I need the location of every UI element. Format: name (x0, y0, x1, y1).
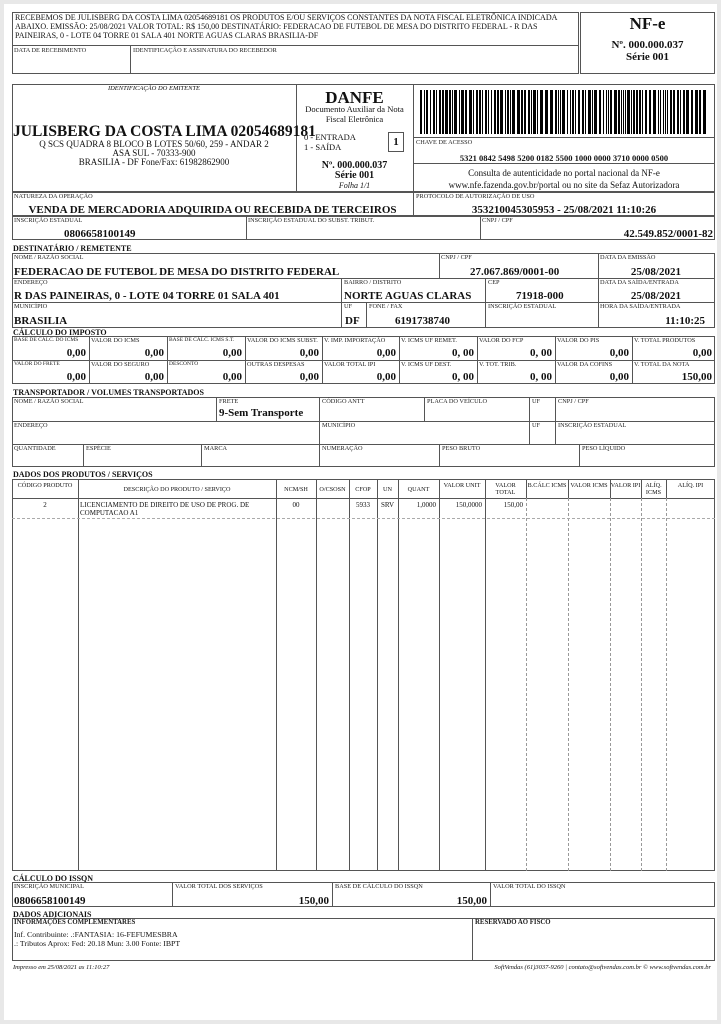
column-header: ALÍQ. ICMS (645, 482, 662, 496)
tax-value: 0,00 (609, 371, 629, 383)
barcode-bar (699, 90, 701, 134)
barcode-bar (703, 90, 706, 134)
product-cell: 2 (43, 501, 47, 509)
barcode-bar (424, 90, 425, 134)
barcode-bar (473, 90, 474, 134)
barcode-bar (531, 90, 532, 134)
tax-value: 0,00 (692, 347, 712, 359)
barcode-bar (585, 90, 586, 134)
barcode-bar (465, 90, 467, 134)
barcode-bar (680, 90, 681, 134)
barcode-bar (521, 90, 523, 134)
tax-value: 0,00 (299, 347, 319, 359)
barcode-bar (686, 90, 689, 134)
tax-value: 0,00 (222, 371, 242, 383)
tax-value: 0, 00 (530, 347, 552, 359)
barcode-bar (469, 90, 472, 134)
tax-label: V. TOTAL PRODUTOS (634, 337, 696, 344)
barcode-bar (695, 90, 698, 134)
nfe-title: NF-e (629, 14, 666, 33)
tax-label: VALOR TOTAL IPI (324, 361, 376, 368)
receipt-text: RECEBEMOS DE JULISBERG DA COSTA LIMA 02054689181 OS PRODUTOS E/OU SERVIÇOS CONSTANTES DA NOTA FISCAL ELETRÔNICA INDICADA ABAIXO. EMISSÃO: 25/08/2021 VALOR TOTAL: R$ 150,00 DESTINATÁRIO: FEDERACAO DE FUTEBOL DE MESA DO DISTRITO FEDERAL - R DAS PAINEIRAS, 0 - LOTE 04 TORRE 01 SALA 401 NORTE AGUAS CLARAS BRASILIA-DF (15, 13, 557, 40)
receipt-date-label: DATA DE RECEBIMENTO (14, 47, 87, 54)
barcode-bar (639, 90, 641, 134)
barcode-bar (430, 90, 431, 134)
barcode-bar (537, 90, 538, 134)
column-header: CFOP (355, 486, 371, 493)
barcode-bar (545, 90, 548, 134)
barcode-bar (507, 90, 509, 134)
tax-label: VALOR DA COFINS (557, 361, 613, 368)
barcode-bar (614, 90, 617, 134)
tax-value: 0, 00 (452, 347, 474, 359)
barcode-bar (683, 90, 685, 134)
tax-value: 0,00 (144, 371, 164, 383)
product-cell: 1,0000 (416, 501, 436, 509)
product-cell: 00 (292, 501, 300, 509)
barcode (418, 90, 710, 134)
barcode-bar (510, 90, 511, 134)
barcode-bar (631, 90, 632, 134)
tax-label: VALOR DO FRETE (14, 361, 60, 367)
barcode-bar (517, 90, 520, 134)
barcode-bar (426, 90, 428, 134)
barcode-bar (558, 90, 559, 134)
barcode-bar (642, 90, 643, 134)
barcode-bar (636, 90, 638, 134)
barcode-bar (445, 90, 448, 134)
barcode-bar (663, 90, 664, 134)
barcode-bar (673, 90, 675, 134)
barcode-bar (550, 90, 553, 134)
barcode-bar (524, 90, 526, 134)
product-cell: SRV (380, 501, 395, 509)
barcode-bar (497, 90, 499, 134)
tax-value: 0,00 (66, 347, 86, 359)
tax-value: 0,00 (376, 347, 396, 359)
print-timestamp: Impresso em 25/08/2021 as 11:10:27 (13, 964, 110, 971)
operation-nature: VENDA DE MERCADORIA ADQUIRIDA OU RECEBIDA DE TERCEIROS (28, 204, 397, 216)
barcode-bar (454, 90, 457, 134)
access-key: 5321 0842 5498 5200 0182 5500 1000 0000 3710 0000 0500 (459, 153, 669, 163)
barcode-bar (691, 90, 693, 134)
barcode-bar (649, 90, 651, 134)
column-header: VALOR ICMS (570, 482, 608, 489)
barcode-bar (560, 90, 561, 134)
barcode-bar (479, 90, 481, 134)
barcode-bar (625, 90, 626, 134)
barcode-bar (420, 90, 422, 134)
tax-label: V. ICMS UF REMET. (401, 337, 457, 344)
barcode-bar (436, 90, 437, 134)
tax-label: VALOR DO FCP (479, 337, 524, 344)
barcode-bar (608, 90, 609, 134)
barcode-bar (459, 90, 460, 134)
barcode-bar (572, 90, 574, 134)
carrier-block (12, 397, 715, 467)
barcode-bar (633, 90, 635, 134)
barcode-bar (433, 90, 435, 134)
nfe-series: Série 001 (625, 51, 670, 63)
issuer-name: JULISBERG DA COSTA LIMA 02054689181 (13, 123, 316, 140)
column-header: QUANT (407, 486, 430, 493)
barcode-bar (461, 90, 464, 134)
tax-value: 0,00 (222, 347, 242, 359)
authorization-protocol: 353210045305953 - 25/08/2021 11:10:26 (471, 204, 657, 216)
barcode-bar (482, 90, 483, 134)
tax-value: 0,00 (299, 371, 319, 383)
column-header: CÓDIGO PRODUTO (17, 482, 73, 489)
column-header: DESCRIÇÃO DO PRODUTO / SERVIÇO (123, 486, 231, 493)
barcode-bar (677, 90, 679, 134)
barcode-bar (570, 90, 571, 134)
barcode-bar (500, 90, 503, 134)
tax-label: V. ICMS UF DEST. (401, 361, 452, 368)
column-header: VALOR IPI (610, 482, 641, 489)
barcode-bar (540, 90, 543, 134)
barcode-bar (485, 90, 487, 134)
barcode-bar (658, 90, 659, 134)
tax-value: 0,00 (376, 371, 396, 383)
barcode-bar (567, 90, 568, 134)
tax-value: 0,00 (609, 347, 629, 359)
danfe-page: RECEBEMOS DE JULISBERG DA COSTA LIMA 02054689181 OS PRODUTOS E/OU SERVIÇOS CONSTANTES DA NOTA FISCAL ELETRÔNICA INDICADA ABAIXO. EMISSÃO: 25/08/2021 VALOR TOTAL: R$ 150,00 DESTINATÁRIO: FEDERACAO DE FUTEBOL DE MESA DO DISTRITO FEDERAL - R DAS PAINEIRAS, 0 - LOTE 04 TORRE 01 SALA 401 NORTE AGUAS CLARAS BRASILIA-DF DATA DE RECEBIMENTO IDENTIFICAÇÃO E ASSINATURA DO RECEBEDOR NF-e Nº. 000.000.037 Série 001 IDENTIFICAÇÃO DO EMITENTE JULISBERG DA COSTA LIMA 02054689181 Q SCS QUADRA 8 BLOCO B LOTES 50/60, 259 - ANDAR 2 ASA SUL - 70333-900 BRASILIA - DF Fone/Fax: 61982862900 DANFE Documento Auxiliar da Nota Fiscal Eletrônica 0 - ENTRADA 1 - SAÍDA 1 Nº. 000.000.037 Série 001 Folha 1/1 CHAVE DE ACESSO 5321 0842 5498 5200 0182 5500 1000 0000 3710 0000 0500 Consulta de autenticidade no portal nacional da NF-e www.nfe.fazenda.gov.br/portal ou no site da Sefaz Autorizadora NATUREZA DA OPERAÇÃO VENDA DE MERCADORIA ADQUIRIDA OU RECEBIDA DE TERCEIROS PROTOCOLO DE AUTORIZAÇÃO DE USO 353210045305953 - 25/08/2021 11:10:26 INSCRIÇÃO ESTADUAL 0806658100149 INSCRIÇÃO ESTADUAL DO SUBST. TRIBUT. CNPJ / CPF 42.549.852/0001-82 DESTINATÁRIO / REMETENTE NOME / RAZÃO SOCIAL FEDERACAO DE FUTEBOL DE MESA DO DISTRITO FEDERAL CNPJ / CPF 27.067.869/0001-00 DATA DA EMISSÃO 25/08/2021 ENDEREÇO R DAS PAINEIRAS, 0 - LOTE 04 TORRE 01 SALA 401 BAIRRO / DISTRITO NORTE AGUAS CLARAS CEP 71918-000 DATA DA SAÍDA/ENTRADA 25/08/2021 MUNICÍPIO BRASILIA UF DF FONE / FAX 6191738740 INSCRIÇÃO ESTADUAL HORA DA SAÍDA/ENTRADA 11:10:25 CÁLCULO DO IMPOSTO BASE DE CÁLC. DO ICMS 0,00 VALOR DO ICMS 0,00 BASE DE CÁLC. ICMS S.T. 0,00 VALOR DO ICMS SUBST. 0,00 V. IMP. IMPORTAÇÃO 0,00 V. ICMS UF REMET. 0, 00 VALOR DO FCP 0, 00 VALOR DO PIS 0,00 V. TOTAL PRODUTOS 0,00 VALOR DO FRETE 0,00 VALOR DO SEGURO 0,00 DESCONTO 0,00 OUTRAS DESPESAS 0,00 VALOR TOTAL IPI 0,00 V. ICMS UF DEST. 0, 00 V. TOT. TRIB. 0, 00 VALOR DA COFINS 0,00 V. TOTAL DA NOTA 150,00 TRANSPORTADOR / VOLUMES TRANSPORTADOS NOME / RAZÃO SOCIAL FRETE 9-Sem Transporte CÓDIGO ANTT PLACA DO VEÍCULO UF CNPJ / CPF ENDEREÇO MUNICÍPIO UF INSCRIÇÃO ESTADUAL QUANTIDADE ESPÉCIE MARCA NUMERAÇÃO PESO BRUTO PESO LÍQUIDO DADOS DOS PRODUTOS / SERVIÇOS CÓDIGO PRODUTO DESCRIÇÃO DO PRODUTO / SERVIÇO NCM/SH O/CSOSN CFOP UN QUANT VALOR UNIT VALOR TOTAL B.CÁLC ICMS VALOR ICMS VALOR IPI ALÍQ. ICMS ALÍQ. IPI 2 LICENCIAMENTO DE DIREITO DE USO DE PROG. DE COMPUTACAO A1 00 5933 SRV 1,0000 150,0000 150,00 CÁLCULO DO ISSQN INSCRIÇÃO MUNICIPAL 0806658100149 VALOR TOTAL DOS SERVIÇOS 150,00 BASE DE CÁLCULO DO ISSQN 150,00 VALOR TOTAL DO ISSQN DADOS ADICIONAIS INFORMAÇÕES COMPLEMENTARES Inf. Contribuinte: .:FANTASIA: 16-FEFUMESBRA .: Tributos Aprox: Fed: 20.18 Mun: 3.00 Fonte: IBPT RESERVADO AO FISCO Impresso em 25/08/2021 as 11:10:27 SoftVendas (61)3037-9260 | contato@softvendas.com.br © www.softvendas.com.br (4, 4, 717, 1020)
column-header: ALÍQ. IPI (677, 482, 704, 489)
operation-type: 1 (388, 132, 404, 152)
barcode-bar (623, 90, 624, 134)
tax-label: VALOR DO ICMS (91, 337, 140, 344)
barcode-bar (645, 90, 647, 134)
barcode-bar (505, 90, 506, 134)
barcode-bar (603, 90, 604, 134)
freight-mode: 9-Sem Transporte (219, 407, 304, 419)
barcode-bar (599, 90, 601, 134)
barcode-bar (452, 90, 453, 134)
column-header: NCM/SH (284, 486, 308, 493)
barcode-bar (494, 90, 496, 134)
barcode-bar (582, 90, 584, 134)
tax-label: V. TOTAL DA NOTA (634, 361, 690, 368)
barcode-bar (667, 90, 668, 134)
barcode-bar (476, 90, 478, 134)
product-cell: 5933 (356, 501, 370, 509)
tax-label: V. IMP. IMPORTAÇÃO (324, 337, 386, 344)
tax-value: 150,00 (681, 371, 712, 383)
barcode-bar (653, 90, 656, 134)
barcode-bar (533, 90, 536, 134)
barcode-bar (488, 90, 489, 134)
danfe-title: DANFE (325, 88, 384, 107)
barcode-bar (555, 90, 557, 134)
barcode-bar (592, 90, 593, 134)
barcode-bar (575, 90, 576, 134)
barcode-bar (442, 90, 444, 134)
barcode-bar (670, 90, 672, 134)
tax-label: DESCONTO (169, 361, 199, 367)
issuer-cnpj: 42.549.852/0001-82 (623, 228, 713, 240)
nfe-number: Nº. 000.000.037 (611, 39, 684, 51)
product-cell: 150,00 (503, 501, 523, 509)
tax-label: V. TOT. TRIB. (479, 361, 517, 368)
tax-label: BASE DE CÁLC. ICMS S.T. (169, 337, 235, 343)
barcode-bar (528, 90, 530, 134)
tax-label: BASE DE CÁLC. DO ICMS (14, 337, 79, 343)
barcode-bar (660, 90, 661, 134)
column-header: UN (383, 486, 392, 493)
receipt-signature-label: IDENTIFICAÇÃO E ASSINATURA DO RECEBEDOR (133, 47, 277, 54)
barcode-bar (606, 90, 607, 134)
barcode-bar (594, 90, 597, 134)
barcode-bar (491, 90, 492, 134)
tax-value: 0, 00 (530, 371, 552, 383)
tax-value: 0,00 (144, 347, 164, 359)
software-credit: SoftVendas (61)3037-9260 | contato@softvendas.com.br © www.softvendas.com.br (494, 964, 711, 971)
barcode-bar (618, 90, 620, 134)
barcode-bar (449, 90, 451, 134)
product-cell: 150,0000 (455, 501, 482, 509)
barcode-bar (665, 90, 666, 134)
barcode-bar (512, 90, 515, 134)
barcode-bar (588, 90, 591, 134)
barcode-bar (621, 90, 622, 134)
barcode-bar (578, 90, 580, 134)
column-header: VALOR TOTAL (495, 482, 516, 496)
column-header: O/CSOSN (319, 486, 346, 493)
column-header: VALOR UNIT (443, 482, 481, 489)
tax-label: VALOR DO SEGURO (91, 361, 150, 368)
barcode-bar (627, 90, 630, 134)
barcode-bar (610, 90, 612, 134)
tax-label: VALOR DO ICMS SUBST. (247, 337, 318, 344)
barcode-bar (562, 90, 565, 134)
recipient-name: FEDERACAO DE FUTEBOL DE MESA DO DISTRITO FEDERAL (14, 266, 340, 278)
tax-label: OUTRAS DESPESAS (247, 361, 305, 368)
tax-value: 0,00 (66, 371, 86, 383)
tax-value: 0, 00 (452, 371, 474, 383)
barcode-bar (439, 90, 441, 134)
column-header: B.CÁLC ICMS (527, 482, 567, 489)
product-description: LICENCIAMENTO DE DIREITO DE USO DE PROG. DE COMPUTACAO A1 (80, 501, 250, 517)
tax-label: VALOR DO PIS (557, 337, 600, 344)
